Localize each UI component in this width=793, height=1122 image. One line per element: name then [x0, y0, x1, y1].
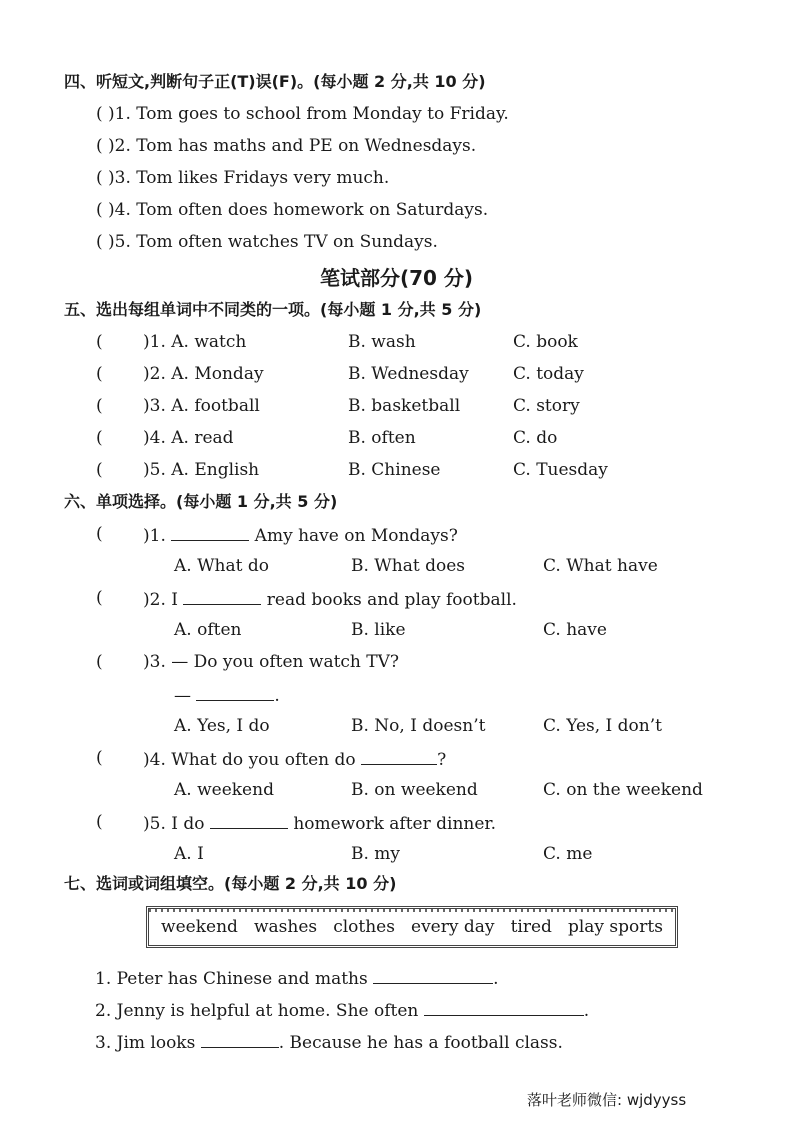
- s4-item-4: ( )4. Tom often does homework on Saturdays.: [96, 200, 489, 220]
- answer-paren[interactable]: (: [96, 748, 103, 768]
- answer-paren[interactable]: (: [96, 524, 103, 544]
- s7-s1-text: 1. Peter has Chinese and maths: [95, 969, 368, 989]
- s6-q1-text: [143, 524, 458, 546]
- answer-paren[interactable]: (: [96, 652, 103, 672]
- s5-option-c: C. do: [513, 428, 558, 448]
- s7-sentence-3: [95, 1031, 563, 1053]
- s6-option-a: A. weekend: [174, 780, 274, 800]
- fill-blank[interactable]: [361, 748, 437, 765]
- s5-option-a: )3. A. football: [143, 396, 260, 416]
- s4-item-1: ( )1. Tom goes to school from Monday to Friday.: [96, 104, 509, 124]
- s7-s1-end: .: [493, 969, 499, 989]
- s4-item-2: ( )2. Tom has maths and PE on Wednesdays.: [96, 136, 477, 156]
- word-bank: [153, 915, 671, 939]
- footer-contact: 落叶老师微信: wjdyyss: [527, 1091, 687, 1109]
- s6-option-a: A. What do: [174, 556, 269, 576]
- s6-option-c: C. have: [543, 620, 607, 640]
- s6-option-b: B. like: [351, 620, 406, 640]
- s7-s2-text: 2. Jenny is helpful at home. She often: [95, 1001, 419, 1021]
- fill-blank[interactable]: [183, 588, 261, 605]
- section-5-heading: 五、选出每组单词中不同类的一项。(每小题 1 分,共 5 分): [64, 300, 482, 319]
- s7-s2-end: .: [583, 1001, 590, 1021]
- s6-option-c: C. What have: [543, 556, 658, 576]
- word-bank-box: [146, 906, 678, 948]
- section-7-heading: 七、选词或词组填空。(每小题 2 分,共 10 分): [64, 874, 397, 893]
- s7-s3-text: 3. Jim looks: [95, 1033, 196, 1053]
- s6-option-b: B. on weekend: [351, 780, 478, 800]
- answer-paren[interactable]: (: [96, 332, 103, 352]
- s7-sentence-2: [95, 999, 589, 1021]
- s6-q4-text: [143, 748, 446, 770]
- answer-paren[interactable]: (: [96, 364, 103, 384]
- s4-item-5: ( )5. Tom often watches TV on Sundays.: [96, 232, 438, 252]
- s5-option-b: B. wash: [348, 332, 416, 352]
- s6-q2-after: read books and play football.: [266, 590, 517, 610]
- s5-option-b: B. Wednesday: [348, 364, 469, 384]
- s4-item-3: ( )3. Tom likes Fridays very much.: [96, 168, 390, 188]
- fill-blank[interactable]: [171, 524, 249, 541]
- s5-option-c: C. Tuesday: [513, 460, 608, 480]
- s5-option-a: )1. A. watch: [143, 332, 247, 352]
- fill-blank[interactable]: [424, 999, 584, 1016]
- s6-option-c: C. Yes, I don’t: [543, 716, 662, 736]
- s6-option-b: B. No, I doesn’t: [351, 716, 486, 736]
- word-bank-item: play sports: [567, 917, 663, 937]
- s6-q5-text: [143, 812, 496, 834]
- s6-q3-end: .: [274, 686, 280, 706]
- s5-option-c: C. book: [513, 332, 578, 352]
- answer-paren[interactable]: (: [96, 396, 103, 416]
- s7-sentence-1: [95, 967, 499, 989]
- answer-paren[interactable]: (: [96, 588, 103, 608]
- word-bank-item: weekend: [161, 917, 238, 937]
- s6-q2-text: [143, 588, 517, 610]
- s6-q4-num: )4. What do you often do: [143, 750, 356, 770]
- s5-option-a: )4. A. read: [143, 428, 234, 448]
- s6-q3-text: )3. — Do you often watch TV?: [143, 652, 400, 672]
- s6-q1-num: )1.: [143, 526, 166, 546]
- s6-option-a: A. I: [174, 844, 204, 864]
- s5-option-c: C. story: [513, 396, 580, 416]
- word-bank-item: every day: [411, 917, 495, 937]
- word-bank-item: washes: [253, 917, 318, 937]
- s5-option-b: B. often: [348, 428, 416, 448]
- word-bank-item: tired: [510, 917, 552, 937]
- s5-option-c: C. today: [513, 364, 584, 384]
- s6-option-a: A. Yes, I do: [174, 716, 270, 736]
- s6-option-b: B. my: [351, 844, 401, 864]
- fill-blank[interactable]: [373, 967, 493, 984]
- fill-blank[interactable]: [210, 812, 288, 829]
- s6-q5-num: )5. I do: [143, 814, 205, 834]
- s6-q1-after: Amy have on Mondays?: [254, 526, 458, 546]
- section-4-heading: 四、听短文,判断句子正(T)误(F)。(每小题 2 分,共 10 分): [64, 72, 486, 91]
- s6-q5-after: homework after dinner.: [293, 814, 497, 834]
- s5-option-b: B. Chinese: [348, 460, 441, 480]
- s6-q2-num: )2. I: [143, 590, 178, 610]
- s6-q3-reply: [174, 684, 280, 706]
- s6-q4-end: ?: [437, 750, 447, 770]
- s5-option-a: )2. A. Monday: [143, 364, 264, 384]
- answer-paren[interactable]: (: [96, 428, 103, 448]
- s5-option-b: B. basketball: [348, 396, 461, 416]
- written-part-title: 笔试部分(70 分): [319, 266, 474, 290]
- s7-s3-after: . Because he has a football class.: [278, 1033, 563, 1053]
- word-bank-item: clothes: [333, 917, 395, 937]
- s6-option-a: A. often: [174, 620, 242, 640]
- fill-blank[interactable]: [201, 1031, 279, 1048]
- answer-paren[interactable]: (: [96, 812, 103, 832]
- section-6-heading: 六、单项选择。(每小题 1 分,共 5 分): [64, 492, 338, 511]
- s5-option-a: )5. A. English: [143, 460, 260, 480]
- s6-q3-dash: —: [174, 686, 191, 706]
- s6-option-b: B. What does: [351, 556, 465, 576]
- answer-paren[interactable]: (: [96, 460, 103, 480]
- s6-option-c: C. on the weekend: [543, 780, 703, 800]
- fill-blank[interactable]: [196, 684, 274, 701]
- s6-option-c: C. me: [543, 844, 593, 864]
